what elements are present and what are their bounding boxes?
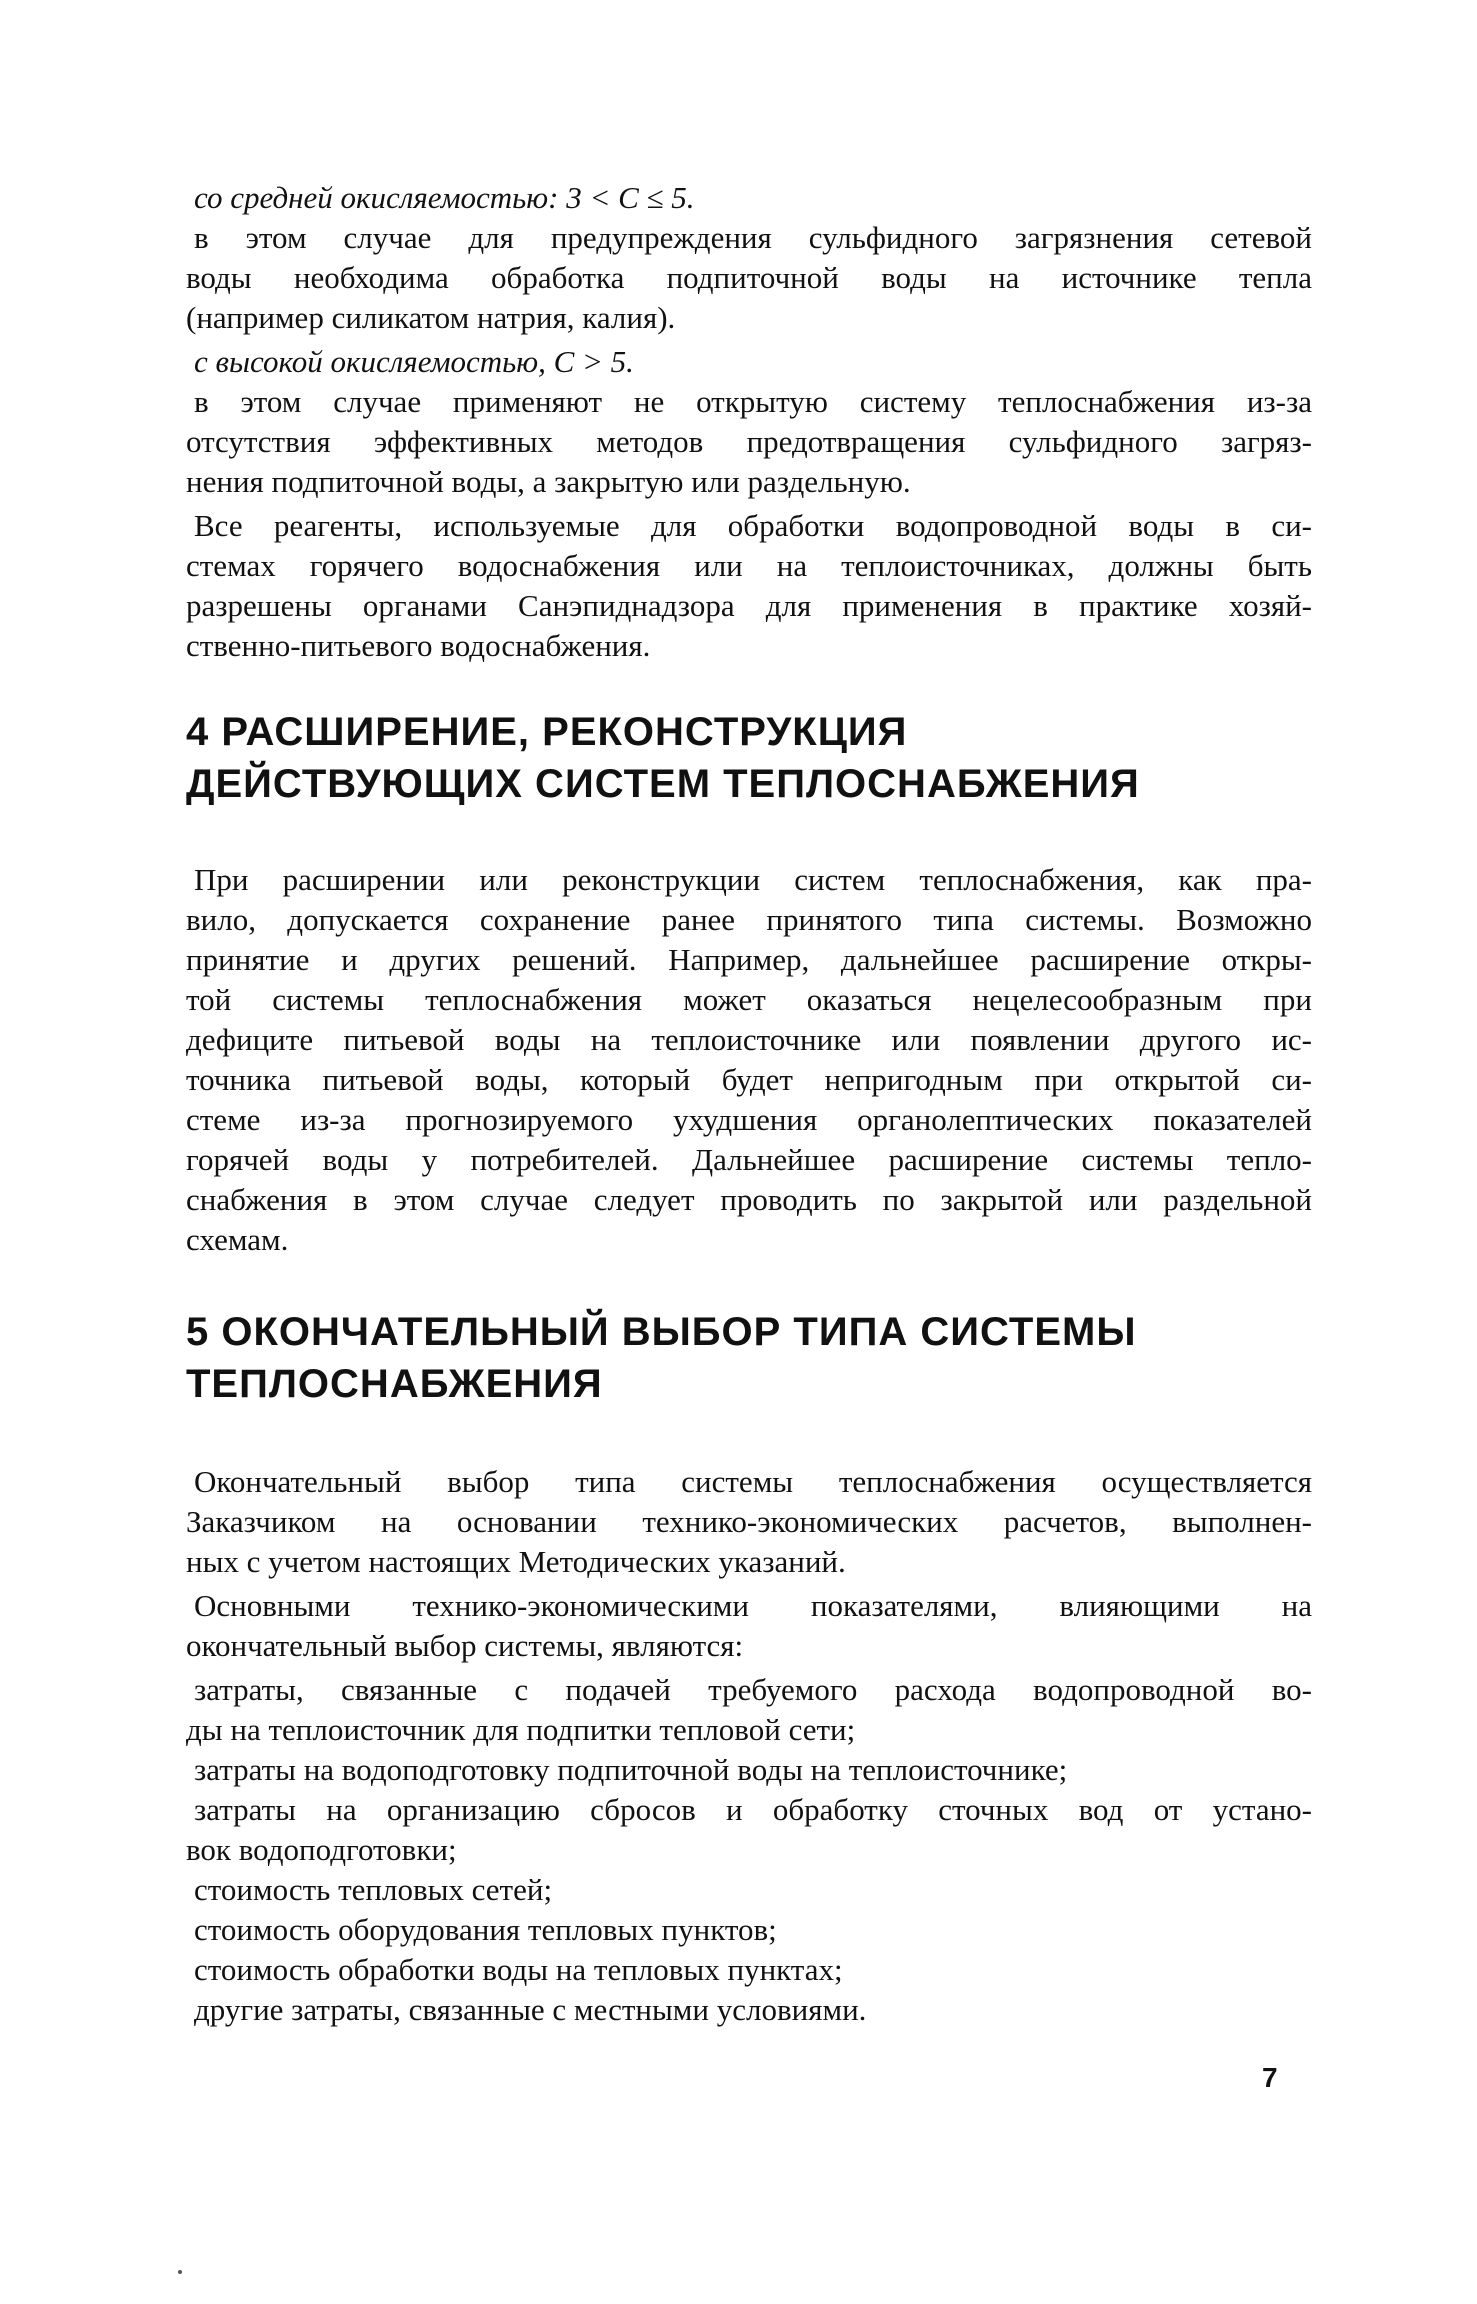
text-line: стеме из-за прогнозируемого ухудшения органолептических показателей [186,1102,1312,1137]
list-item [186,1790,1312,1870]
section-5-paragraph-2 [186,1586,1312,1666]
text-line: другие затраты, связанные с местными условиями. [194,1992,867,2027]
list-item [186,1910,1312,1950]
section-5-paragraph-1 [186,1462,1312,1582]
text-line: окончательный выбор системы, являются: [186,1628,744,1663]
section-4-paragraph [186,860,1312,1260]
text-line: точника питьевой воды, который будет непригодным при открытой си- [186,1062,1312,1097]
medium-oxidability-label: со средней окисляемостью: 3 < C ≤ 5. [194,180,695,215]
text-line: стемах горячего водоснабжения или на теплоисточниках, должны быть [186,548,1312,583]
text-line: Основными технико-экономическими показателями, влияющими на [194,1588,1312,1623]
list-item [186,1870,1312,1910]
text-line: воды необходима обработка подпиточной воды на источнике тепла [186,260,1312,295]
list-item [186,1750,1312,1790]
text-line: стоимость обработки воды на тепловых пунктах; [194,1952,843,1987]
list-item [186,1950,1312,1990]
text-line: нения подпиточной воды, а закрытую или раздельную. [186,464,911,499]
text-line: в этом случае для предупреждения сульфидного загрязнения сетевой [194,220,1312,255]
section-4-heading [186,706,1312,810]
text-line: той системы теплоснабжения может оказаться нецелесообразным при [186,982,1312,1017]
text-line: разрешены органами Санэпиднадзора для применения в практике хозяй- [186,588,1312,623]
high-oxidability-label: с высокой окисляемостью, C > 5. [194,344,634,379]
text-line: Окончательный выбор типа системы теплоснабжения осуществляется [194,1464,1312,1499]
text-line: Все реагенты, используемые для обработки водопроводной воды в си- [194,508,1312,543]
text-line: Заказчиком на основании технико-экономических расчетов, выполнен- [186,1504,1312,1539]
text-line: затраты, связанные с подачей требуемого расхода водопроводной во- [194,1672,1312,1707]
text-line: ных с учетом настоящих Методических указаний. [186,1544,846,1579]
text-line: дефиците питьевой воды на теплоисточнике или появлении другого ис- [186,1022,1312,1057]
text-line: затраты на организацию сбросов и обработку сточных вод от устано- [194,1792,1312,1827]
text-line: горячей воды у потребителей. Дальнейшее расширение системы тепло- [186,1142,1312,1177]
text-line: снабжения в этом случае следует проводить по закрытой или раздельной [186,1182,1312,1217]
heading-line: ДЕЙСТВУЮЩИХ СИСТЕМ ТЕПЛОСНАБЖЕНИЯ [186,762,1140,806]
text-line: схемам. [186,1222,289,1257]
high-oxidability-text [186,382,1312,502]
text-line: (например силикатом натрия, калия). [186,300,676,335]
text-line: вок водоподготовки; [186,1832,457,1867]
medium-oxidability-text [186,218,1312,338]
heading-line: 5 ОКОНЧАТЕЛЬНЫЙ ВЫБОР ТИПА СИСТЕМЫ [186,1310,1137,1354]
reagents-paragraph [186,506,1312,666]
text-line: стоимость тепловых сетей; [194,1872,553,1907]
text-line: принятие и других решений. Например, дальнейшее расширение откры- [186,942,1312,977]
list-item [186,1990,1312,2030]
text-line: в этом случае применяют не открытую систему теплоснабжения из-за [194,384,1312,419]
heading-line: ТЕПЛОСНАБЖЕНИЯ [186,1362,603,1406]
text-line: ственно-питьевого водоснабжения. [186,628,651,663]
page-content [186,178,1312,2030]
list-item [186,1670,1312,1750]
text-line: При расширении или реконструкции систем теплоснабжения, как пра- [194,862,1312,897]
scan-speck [178,2270,182,2274]
text-line: вило, допускается сохранение ранее принятого типа системы. Возможно [186,902,1312,937]
text-line: стоимость оборудования тепловых пунктов; [194,1912,777,1947]
heading-line: 4 РАСШИРЕНИЕ, РЕКОНСТРУКЦИЯ [186,710,908,754]
text-line: затраты на водоподготовку подпиточной воды на теплоисточнике; [194,1752,1068,1787]
section-5-heading [186,1306,1312,1410]
text-line: ды на теплоисточник для подпитки тепловой сети; [186,1712,856,1747]
page-number: 7 [1262,2062,1278,2093]
text-line: отсутствия эффективных методов предотвращения сульфидного загряз- [186,424,1312,459]
cost-factors-list [186,1670,1312,2030]
